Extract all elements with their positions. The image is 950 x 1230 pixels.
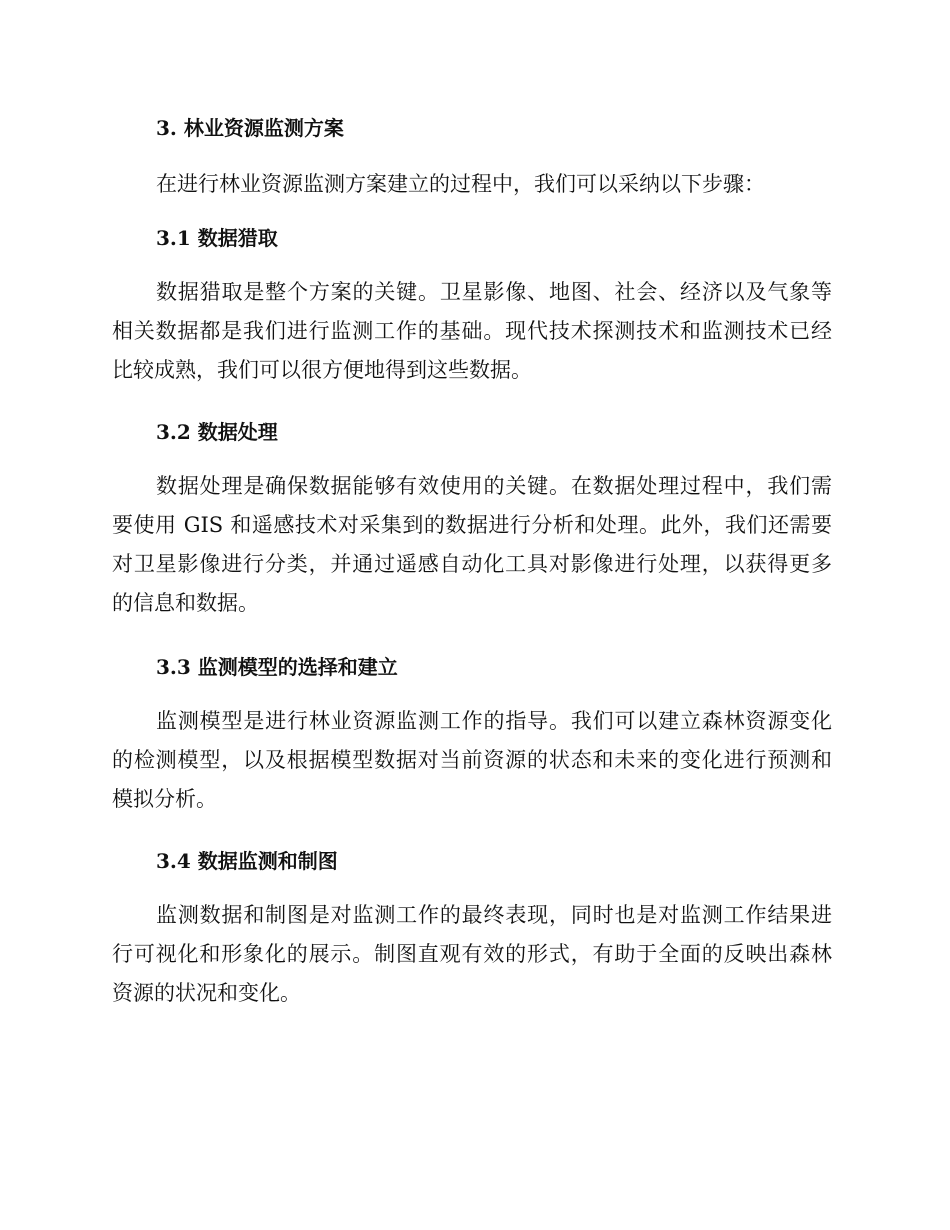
subsection-heading-3-1: 3.1 数据猎取 [156, 226, 278, 250]
subsection-paragraph-3-4 [112, 896, 832, 1013]
paragraph-line: 比较成熟，我们可以很方便地得到这些数据。 [112, 358, 532, 382]
intro-line: 在进行林业资源监测方案建立的过程中，我们可以采纳以下步骤： [156, 172, 765, 196]
paragraph-line: 监测数据和制图是对监测工作的最终表现，同时也是对监测工作结果进 [156, 903, 832, 927]
paragraph-line: 模拟分析。 [112, 787, 217, 811]
paragraph-line: 资源的状况和变化。 [112, 981, 301, 1005]
paragraph-line: 监测模型是进行林业资源监测工作的指导。我们可以建立森林资源变化 [156, 709, 832, 733]
paragraph-line: 相关数据都是我们进行监测工作的基础。现代技术探测技术和监测技术已经 [112, 319, 832, 343]
subsection-paragraph-3-2 [112, 467, 832, 623]
paragraph-line: 对卫星影像进行分类，并通过遥感自动化工具对影像进行处理，以获得更多 [112, 552, 832, 576]
subsection-heading-3-4: 3.4 数据监测和制图 [156, 849, 338, 873]
paragraph-line: 的信息和数据。 [112, 591, 259, 615]
paragraph-line: 的检测模型，以及根据模型数据对当前资源的状态和未来的变化进行预测和 [112, 748, 832, 772]
paragraph-line: 行可视化和形象化的展示。制图直观有效的形式，有助于全面的反映出森林 [112, 942, 832, 966]
subsection-paragraph-3-1 [112, 273, 832, 390]
section-intro [112, 165, 832, 204]
subsection-paragraph-3-3 [112, 702, 832, 819]
paragraph-line: 要使用 GIS 和遥感技术对采集到的数据进行分析和处理。此外，我们还需要 [112, 513, 832, 537]
paragraph-line: 数据处理是确保数据能够有效使用的关键。在数据处理过程中，我们需 [156, 474, 832, 498]
paragraph-line: 数据猎取是整个方案的关键。卫星影像、地图、社会、经济以及气象等 [156, 280, 832, 304]
section-heading: 3. 林业资源监测方案 [156, 116, 344, 140]
subsection-heading-3-2: 3.2 数据处理 [156, 420, 278, 444]
subsection-heading-3-3: 3.3 监测模型的选择和建立 [156, 655, 398, 679]
